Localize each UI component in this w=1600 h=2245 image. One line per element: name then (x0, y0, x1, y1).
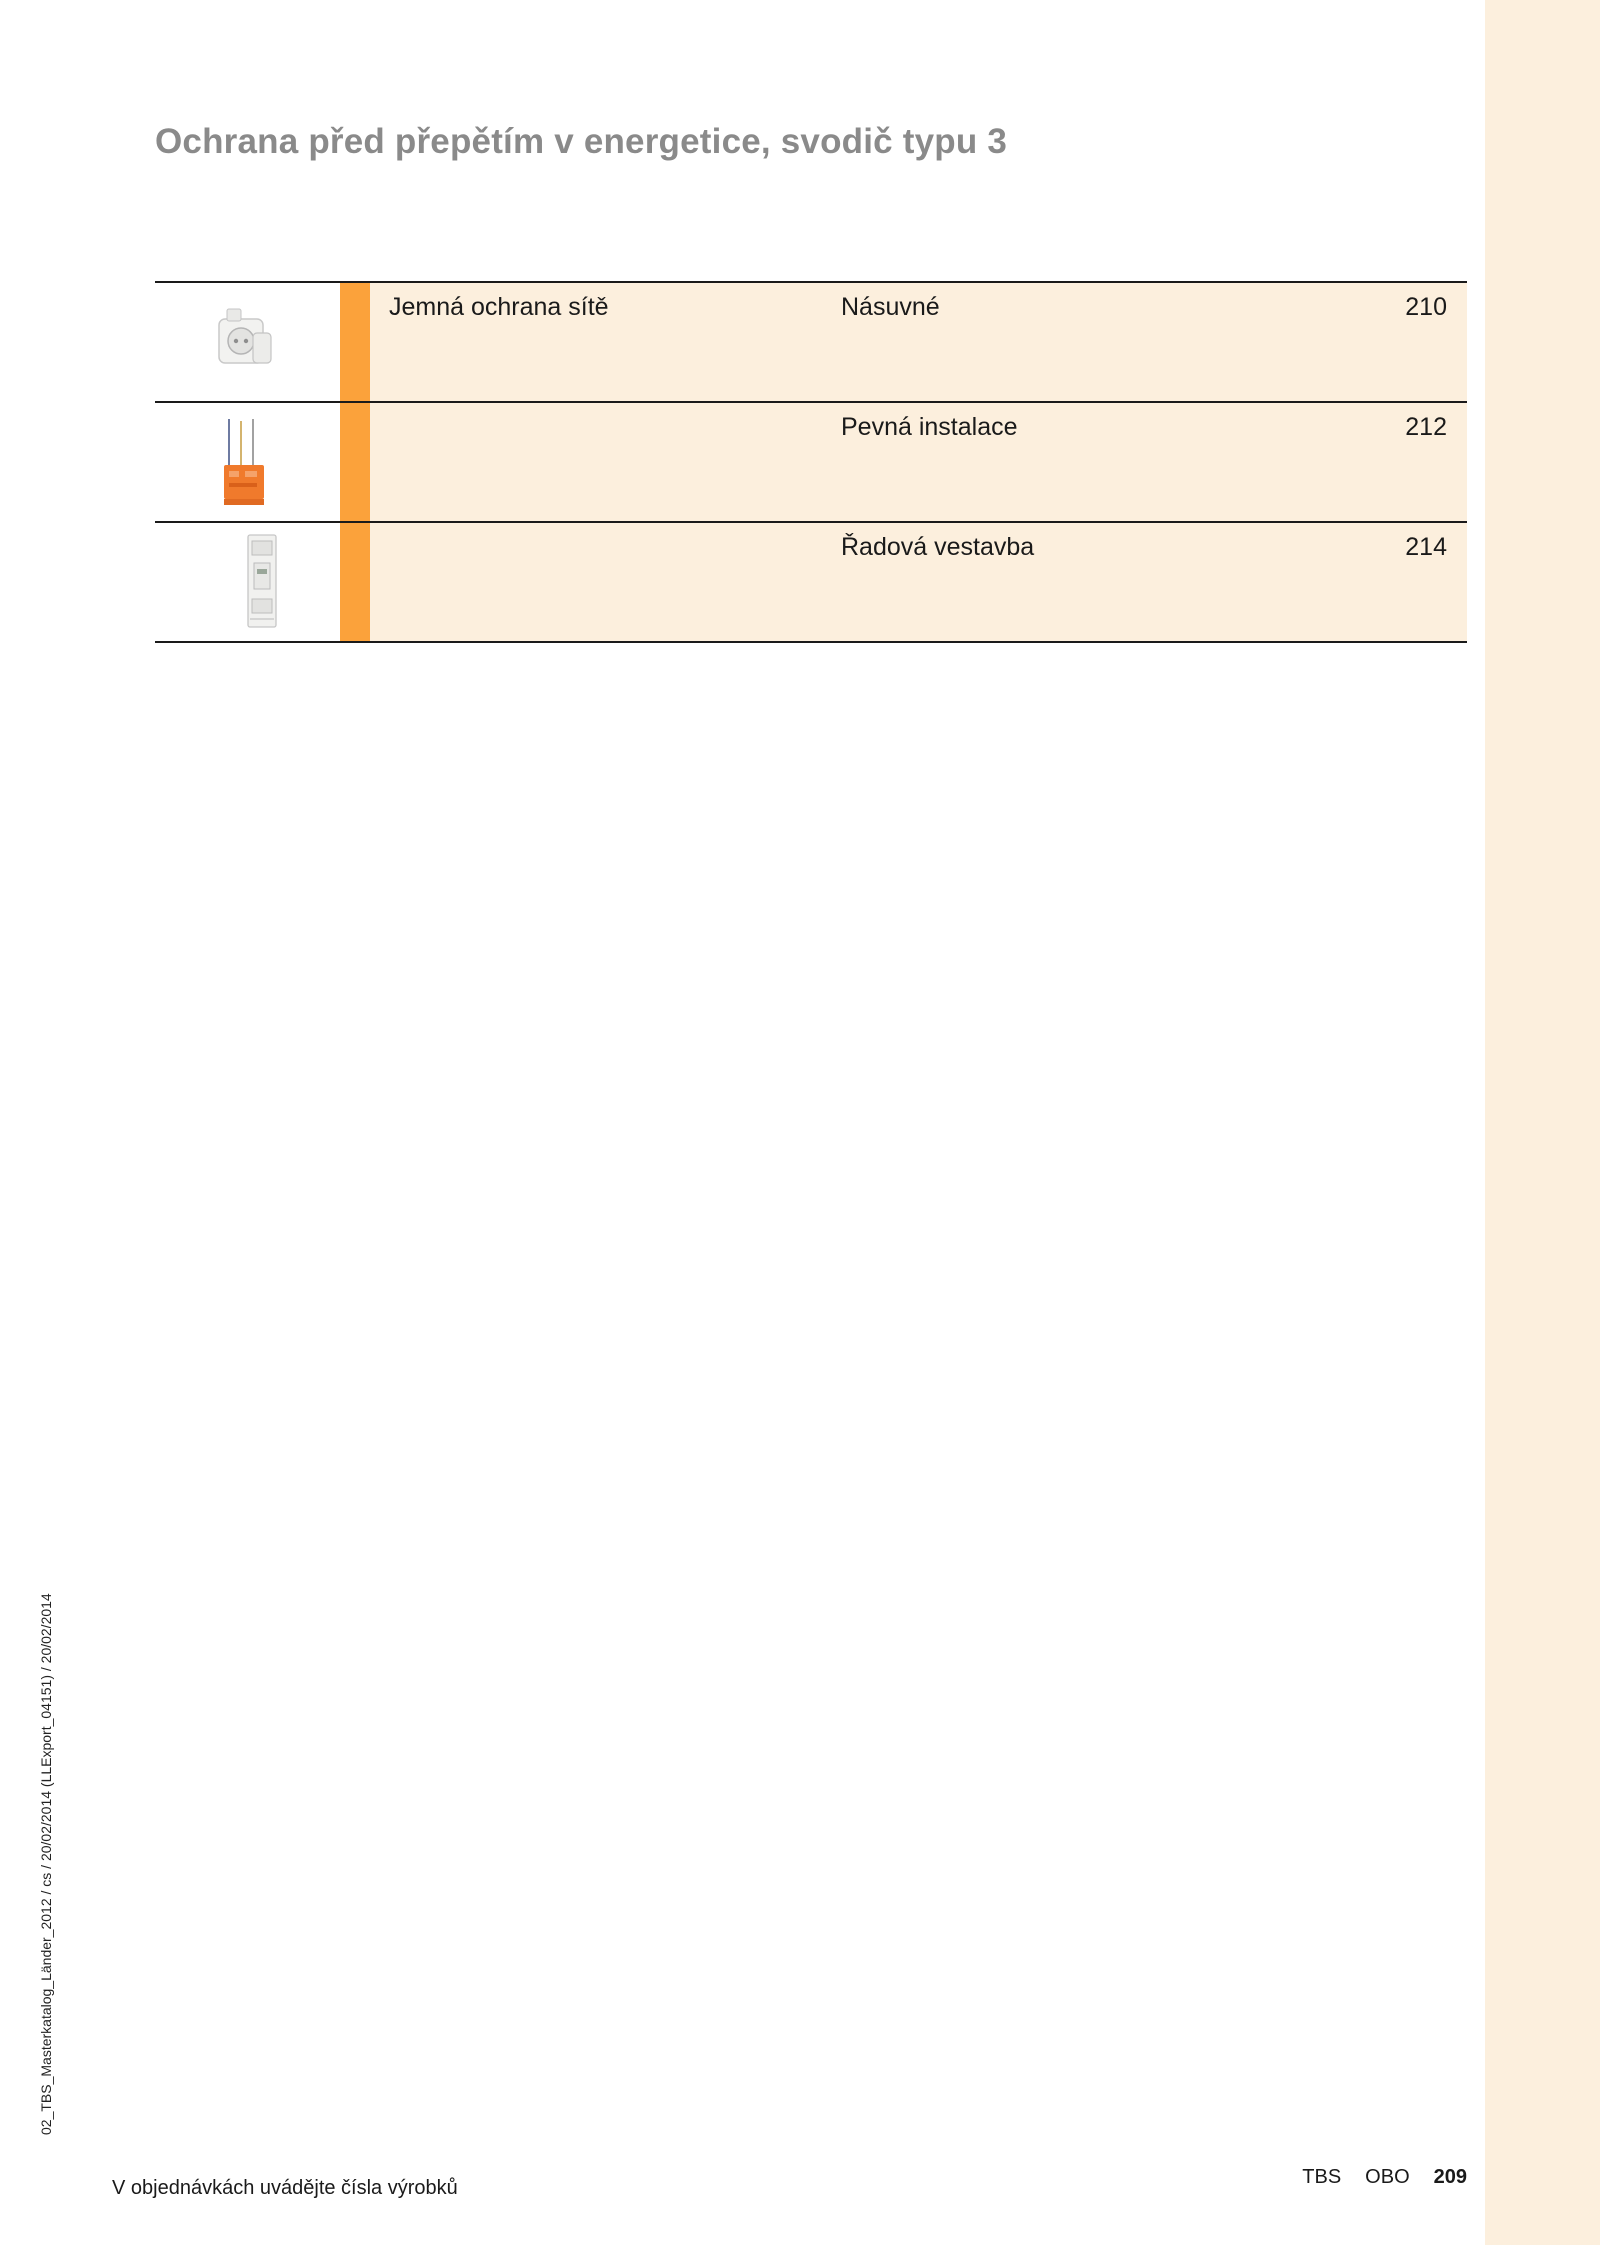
page-number: 209 (1433, 2166, 1467, 2188)
footer-note: V objednávkách uvádějte čísla výrobků (112, 2177, 458, 2199)
brand-tbs: TBS (1302, 2166, 1342, 2188)
page-title: Ochrana před přepětím v energetice, svodič typu 3 (155, 122, 1008, 161)
side-strip (1485, 0, 1600, 2245)
vertical-print-note: 02_TBS_Masterkatalog_Länder_2012 / cs / 20/02/2014 (LLExport_04151) / 20/02/2014 (38, 1593, 54, 2135)
row-type-link[interactable]: Pevná instalace (841, 413, 1018, 441)
row-page-number[interactable]: 210 (1405, 293, 1447, 321)
product-table (155, 281, 1467, 643)
accent-bar (340, 523, 370, 641)
row-page-number[interactable]: 212 (1405, 413, 1447, 441)
table-row[interactable] (155, 401, 1467, 521)
product-image-cell (155, 523, 340, 641)
table-row[interactable] (155, 521, 1467, 643)
din-rail-module-image (245, 533, 279, 631)
row-type-link[interactable]: Násuvné (841, 293, 940, 321)
fixed-install-module-image (221, 417, 269, 509)
row-type-link[interactable]: Řadová vestavba (841, 533, 1035, 561)
accent-bar (340, 403, 370, 521)
plug-in-adapter-image (213, 305, 279, 377)
row-category: Jemná ochrana sítě (389, 293, 609, 321)
footer-brand (1278, 2166, 1467, 2189)
product-image-cell (155, 283, 340, 401)
table-row[interactable] (155, 281, 1467, 401)
row-page-number[interactable]: 214 (1405, 533, 1447, 561)
accent-bar (340, 283, 370, 401)
product-image-cell (155, 403, 340, 521)
brand-obo: OBO (1365, 2166, 1410, 2188)
